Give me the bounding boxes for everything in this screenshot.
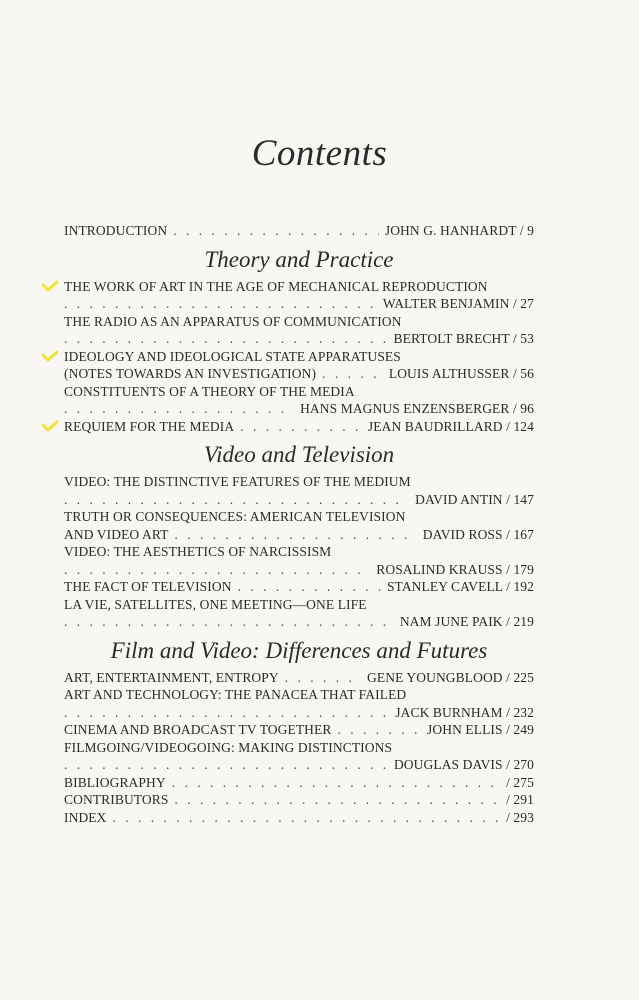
dot-leader (172, 774, 500, 792)
entry-author-page: STANLEY CAVELL / 192 (386, 579, 534, 594)
dot-leader (64, 491, 409, 509)
toc-entry[interactable] (64, 704, 534, 722)
toc-entry[interactable] (64, 669, 534, 687)
entry-title: INTRODUCTION (64, 223, 168, 238)
toc-entry-back-matter[interactable] (64, 809, 534, 827)
entry-title: IDEOLOGY AND IDEOLOGICAL STATE APPARATUSES (64, 348, 401, 364)
entry-title: THE RADIO AS AN APPARATUS OF COMMUNICATION (64, 313, 402, 329)
entry-title: CONTRIBUTORS (64, 792, 169, 807)
checkmark-icon (42, 419, 58, 431)
toc-entry[interactable] (64, 400, 534, 418)
entry-page: / 275 (506, 774, 534, 790)
checkmark-icon (42, 279, 58, 291)
entry-title: INDEX (64, 809, 107, 825)
entry-title: VIDEO: THE DISTINCTIVE FEATURES OF THE MEDIUM (64, 474, 411, 489)
entry-title: ART, ENTERTAINMENT, ENTROPY (64, 669, 279, 685)
toc-entry-back-matter[interactable] (64, 791, 534, 809)
entry-author-page: WALTER BENJAMIN / 27 (382, 296, 534, 311)
toc-entry[interactable] (64, 561, 534, 579)
entry-author-page: JACK BURNHAM / 232 (395, 704, 534, 720)
dot-leader (64, 561, 370, 579)
toc-entry-title-line[interactable] (64, 739, 534, 757)
dot-leader (64, 704, 389, 722)
toc-entry-title-line[interactable] (64, 543, 534, 561)
entry-author-page: GENE YOUNGBLOOD / 225 (367, 669, 534, 685)
toc-entry[interactable] (64, 365, 534, 383)
entry-page: / 291 (506, 792, 534, 807)
entry-title: TRUTH OR CONSEQUENCES: AMERICAN TELEVISION (64, 509, 406, 524)
dot-leader (64, 400, 294, 418)
entry-title: CONSTITUENTS OF A THEORY OF THE MEDIA (64, 383, 355, 399)
entry-page: / 293 (506, 809, 534, 825)
section-heading: Video and Television (203, 442, 395, 467)
entry-author-page: JOHN ELLIS / 249 (427, 722, 534, 737)
entry-author-page: ROSALIND KRAUSS / 179 (376, 561, 534, 577)
entry-title: BIBLIOGRAPHY (64, 774, 166, 790)
dot-leader (64, 330, 388, 348)
toc-entry[interactable] (64, 578, 534, 596)
dot-leader (175, 526, 417, 544)
entry-title: REQUIEM FOR THE MEDIA (64, 418, 235, 434)
toc-entry-title-line[interactable] (64, 278, 534, 296)
toc-entry[interactable] (64, 418, 534, 436)
entry-author-page: HANS MAGNUS ENZENSBERGER / 96 (300, 401, 534, 416)
checkmark-icon (42, 349, 58, 361)
dot-leader (174, 791, 500, 809)
section-heading: Theory and Practice (204, 246, 394, 272)
toc-entry[interactable] (64, 491, 534, 509)
entry-title: ART AND TECHNOLOGY: THE PANACEA THAT FAILED (64, 687, 407, 702)
entry-author-page: JEAN BAUDRILLARD / 124 (367, 418, 534, 434)
dot-leader (338, 721, 422, 739)
toc-entry[interactable] (64, 295, 534, 313)
entry-author-page: NAM JUNE PAIK / 219 (399, 614, 534, 629)
entry-title: THE WORK OF ART IN THE AGE OF MECHANICAL REPRODUCTION (64, 278, 488, 294)
toc-entry-title-line[interactable] (64, 596, 534, 614)
page-title: Contents (251, 133, 388, 174)
dot-leader (322, 365, 383, 383)
dot-leader (64, 613, 394, 631)
toc-entry[interactable] (64, 330, 534, 348)
toc-entry[interactable] (64, 721, 534, 739)
entry-author-page: JOHN G. HANHARDT / 9 (384, 223, 534, 238)
entry-author-page: DOUGLAS DAVIS / 270 (393, 757, 534, 772)
dot-leader (173, 222, 379, 240)
entry-author-page: DAVID ANTIN / 147 (415, 491, 534, 507)
section-heading: Film and Video: Differences and Futures (110, 637, 488, 663)
toc-entry-title-line[interactable] (64, 686, 534, 704)
dot-leader (113, 809, 501, 827)
toc-entry-title-line[interactable] (64, 473, 534, 491)
entry-title-continued: (NOTES TOWARDS AN INVESTIGATION) (64, 366, 317, 381)
entry-title-continued: AND VIDEO ART (64, 526, 169, 542)
toc-entry-title-line[interactable] (64, 508, 534, 526)
entry-title: FILMGOING/VIDEOGOING: MAKING DISTINCTIONS (64, 739, 393, 755)
entry-title: VIDEO: THE AESTHETICS OF NARCISSISM (64, 544, 332, 559)
dot-leader (285, 669, 361, 687)
entry-author-page: BERTOLT BRECHT / 53 (393, 331, 534, 346)
dot-leader (64, 756, 388, 774)
toc-entry-back-matter[interactable] (64, 774, 534, 792)
entry-author-page: DAVID ROSS / 167 (422, 526, 534, 542)
toc-entry-title-line[interactable] (64, 383, 534, 401)
dot-leader (64, 295, 377, 313)
toc-entry-introduction[interactable] (64, 222, 534, 240)
entry-title: CINEMA AND BROADCAST TV TOGETHER (64, 722, 332, 737)
table-of-contents (64, 222, 534, 826)
toc-entry-title-line[interactable] (64, 313, 534, 331)
entry-author-page: LOUIS ALTHUSSER / 56 (388, 366, 534, 381)
toc-entry[interactable] (64, 613, 534, 631)
entry-title: LA VIE, SATELLITES, ONE MEETING—ONE LIFE (64, 596, 367, 612)
toc-entry[interactable] (64, 526, 534, 544)
entry-title: THE FACT OF TELEVISION (64, 579, 232, 594)
dot-leader (238, 578, 381, 596)
toc-entry-title-line[interactable] (64, 348, 534, 366)
dot-leader (240, 418, 362, 436)
toc-entry[interactable] (64, 756, 534, 774)
